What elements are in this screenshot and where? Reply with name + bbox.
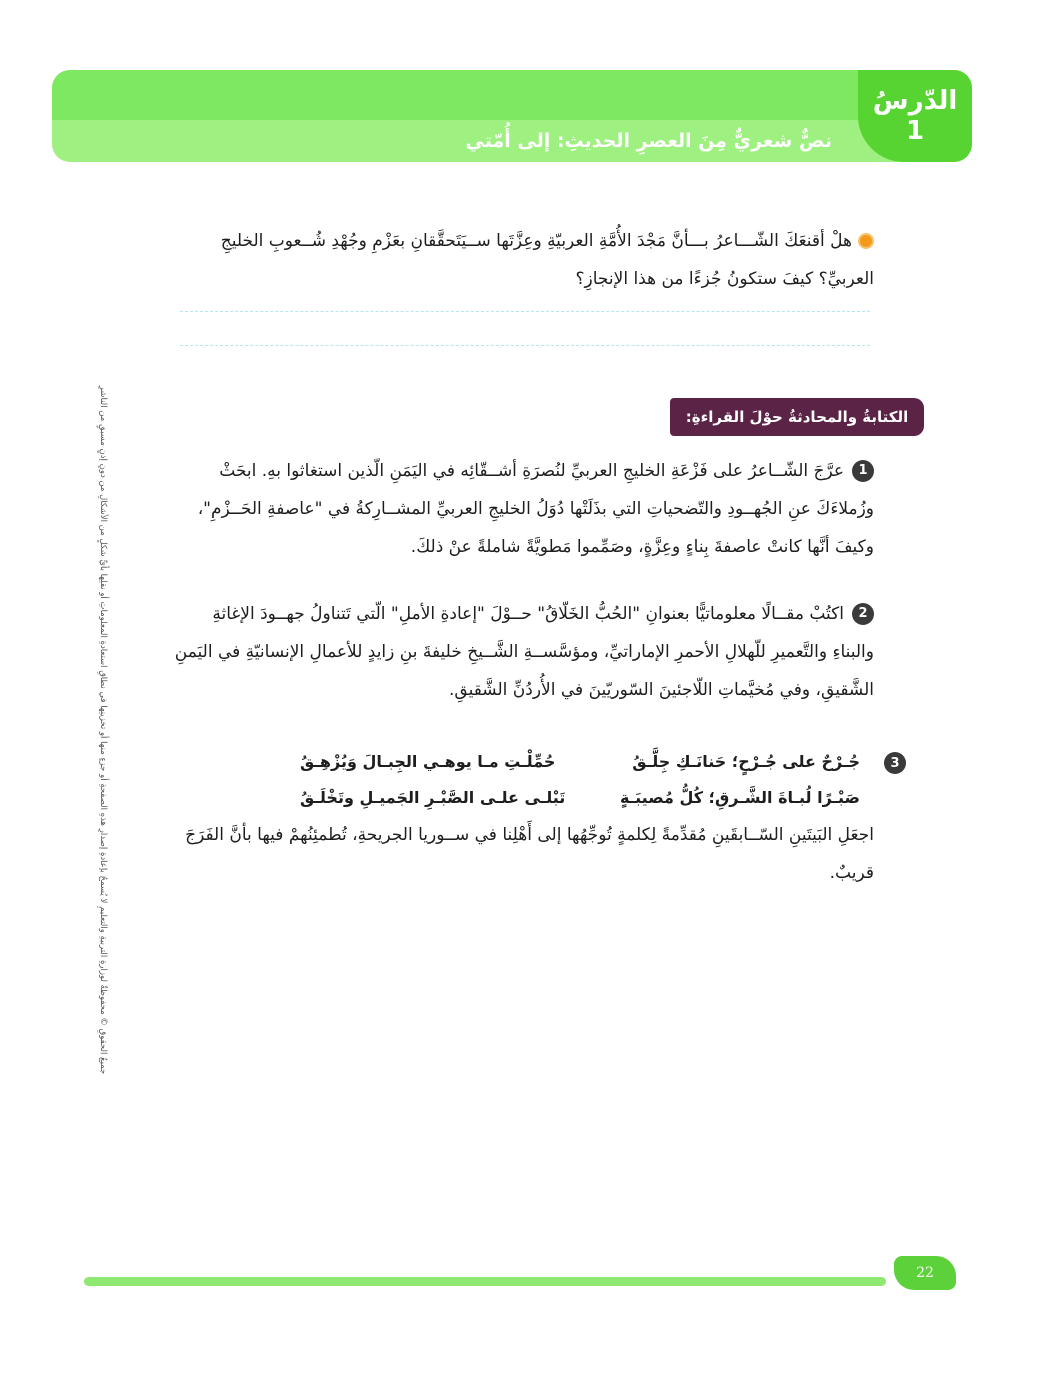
verse-right-half: جُـرْحٌ على جُـرْحٍ؛ حَنانَـكِ جِلَّـقُ <box>632 752 860 771</box>
page-number: 22 <box>894 1256 956 1290</box>
item-number-badge: 3 <box>884 752 906 774</box>
lesson-tab <box>858 70 972 162</box>
verse-right-half: صَبْـرًا لُبـاةَ الشَّـرقِ؛ كُلُّ مُصيبَـةٍ <box>619 788 860 807</box>
copyright-note: جميعُ الحقوقِ © محفوظةٌ لوزارةِ التربيةِ والتعليمِ لا يُسمحُ بإعادةِ إصدارِ هذهِ الصفحةِ أو جزءٍ منها أو تخزينِها في نطاقِ استعادةِ المعلوماتِ أو نقلِها بأيِّ شكلٍ من الأشكالِ من دونِ إذنٍ مسبقٍ من الناشرِ <box>98 385 108 1075</box>
exercise-item-3-number <box>876 752 906 774</box>
bullet-icon <box>858 233 874 249</box>
lesson-word: الدّرسُ <box>872 86 958 116</box>
footer-bar <box>84 1277 886 1286</box>
item-number-badge: 2 <box>852 603 874 625</box>
lesson-subtitle: نصٌّ شعريٌّ مِنَ العصرِ الحديثِ: إلى أُمّتي <box>465 130 832 152</box>
item-number-badge: 1 <box>852 460 874 482</box>
poem-verse-1 <box>300 752 860 771</box>
poem-verse-2 <box>300 788 860 807</box>
exercise-item-3 <box>170 816 874 892</box>
question-text: هلْ أقنعَكَ الشّـــاعرُ بـــأنَّ مَجْدَ الأُمَّةِ العربيّةِ وعِزَّتَها ســيَتَحقَّقانِ بعَزْمِ وجُهْدِ شُــعوبِ الخليجِ العربيِّ؟ كيفَ ستكونُ جُزءًا من هذا الإنجازِ؟ <box>220 231 874 289</box>
exercise-item-2 <box>170 595 874 709</box>
lesson-subtitle-bar <box>52 120 872 162</box>
question-block <box>170 222 874 298</box>
verse-left-half: تَبْلـى علـى الصَّبْـرِ الجَميـلِ وتَخْلَـقُ <box>300 788 566 807</box>
answer-line[interactable] <box>180 345 870 346</box>
item-text: اجعَلِ البَيتَينِ السّــابقَينِ مُقدِّمةً لِكلمةٍ تُوجِّهُها إلى أَهْلِنا في ســوريا الجريحةِ، تُطمئِنُهمْ فيها بأنَّ الفَرَجَ قريبٌ. <box>185 825 874 883</box>
section-heading: الكتابةُ والمحادثةُ حوْلَ القراءةِ: <box>670 398 924 436</box>
exercise-item-1 <box>170 452 874 566</box>
verse-left-half: حُمِّلْـتِ مـا يوهـي الجِبـالَ وَيُزْهِـقُ <box>300 752 556 771</box>
answer-line[interactable] <box>180 311 870 312</box>
item-text: اكتُبْ مقــالًا معلوماتيًّا بعنوانِ "الحُبُّ الخَلّاقُ" حــوْلَ "إعادةِ الأملِ" الّتي تَتناولُ جهــودَ الإغاثةِ والبناءِ والتَّعميرِ للّهلالِ الأحمرِ الإماراتيِّ، ومؤسَّســةِ الشَّــيخِ خليفةَ بنِ زايدٍ للأعمالِ الإنسانيّةِ في اليَمنِ الشَّقيقِ، وفي مُخيَّماتِ اللّاجئينَ السّوريّينَ في الأُردُنِّ الشَّقيقِ. <box>174 604 874 700</box>
header-banner-top <box>52 70 972 120</box>
item-text: عرَّجَ الشّــاعرُ على فَزْعَةِ الخليجِ العربيِّ لنُصرَةِ أشــقّائِه في اليَمَنِ الّذين استغاثوا بهِ. ابحَثْ وزُملاءَكَ عنِ الجُهــودِ والتّضحياتِ التي بذَلَتْها دُوَلُ الخليجِ العربيِّ المشــارِكةُ في "عاصفةِ الحَــزْمِ"، وكيفَ أنَّها كانتْ عاصفةَ بِناءٍ وعِزَّةٍ، وصَمِّموا مَطويَّةً شاملةً عنْ ذلكَ. <box>197 461 874 557</box>
lesson-number: 1 <box>905 116 925 146</box>
